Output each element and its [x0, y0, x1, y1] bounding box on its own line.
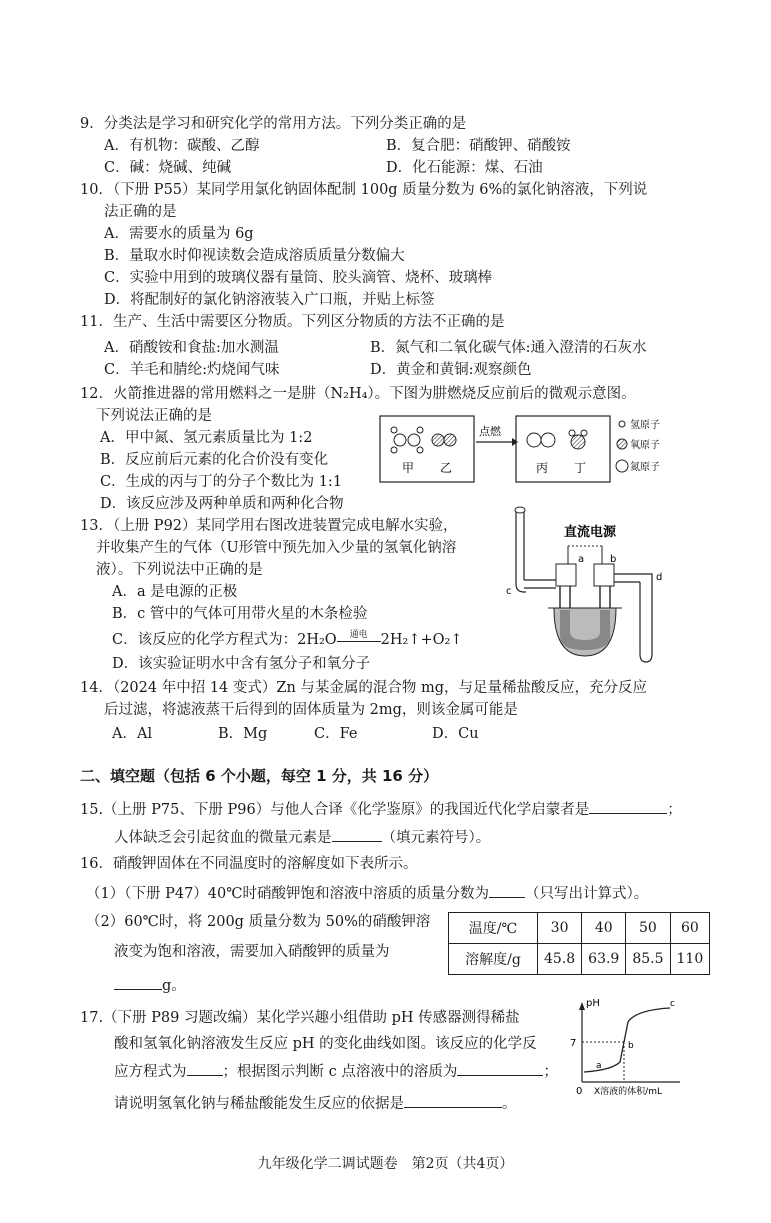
q13-option-c-products: 2H₂↑+O₂↑: [380, 632, 463, 648]
ph-curve-graph: [566, 994, 696, 1104]
q17-answer-blank-3[interactable]: [404, 1092, 502, 1108]
q15-line1: [80, 798, 682, 820]
q13-option-d: D．该实验证明水中含有氢分子和氧分子: [112, 656, 371, 672]
q9-option-d: D．化石能源：煤、石油: [386, 160, 543, 176]
q17-line4: [114, 1092, 517, 1114]
q12-stem-cont: 下列说法正确的是: [96, 408, 212, 424]
graph-point-c: c: [670, 999, 675, 1009]
legend-oxygen: 氧原子: [630, 440, 660, 451]
condition-line: [337, 641, 381, 642]
micro-reaction-diagram: [378, 410, 678, 490]
q10-stem-cont: 法正确的是: [104, 204, 177, 220]
q12-option-b: B．反应前后元素的化合价没有变化: [100, 452, 329, 468]
q16-answer-blank-1[interactable]: [489, 882, 525, 898]
q11-option-b: B．氮气和二氧化碳气体:通入澄清的石灰水: [370, 340, 647, 356]
arrow-condition: 点燃: [479, 425, 501, 438]
graph-point-a: a: [596, 1061, 602, 1071]
q11-option-c: C．羊毛和腈纶:灼烧闻气味: [104, 362, 280, 378]
electrode-b-label: b: [610, 554, 617, 565]
tube-d-label: d: [656, 572, 663, 583]
q13-option-b: B．c 管中的气体可用带火星的木条检验: [112, 606, 368, 622]
table-header-solubility: 溶解度/g: [449, 944, 538, 975]
q14-option-d: D．Cu: [432, 726, 479, 742]
legend-nitrogen: 氮原子: [630, 462, 660, 473]
q14-option-a: A．Al: [112, 726, 153, 742]
q10-option-c: C．实验中用到的玻璃仪器有量筒、胶头滴管、烧杯、玻璃棒: [104, 270, 493, 286]
q17-line4-text: 请说明氢氧化钠与稀盐酸能发生反应的依据是: [114, 1096, 404, 1112]
electrode-a-label: a: [578, 554, 585, 565]
table-cell: 85.5: [626, 944, 670, 975]
label-yi: 乙: [440, 461, 453, 475]
table-cell: 63.9: [582, 944, 626, 975]
q12-stem: 12．火箭推进器的常用燃料之一是肼（N₂H₄）。下图为肼燃烧反应前后的微观示意图。: [80, 386, 636, 402]
q12-option-c: C．生成的丙与丁的分子个数比为 1:1: [100, 474, 343, 490]
table-cell: 50: [626, 913, 670, 944]
graph-seven-label: 7: [570, 1038, 577, 1049]
q14-stem: 14．（2024 年中招 14 变式）Zn 与某金属的混合物 mg，与足量稀盐酸反应，充分反应: [80, 680, 648, 696]
q14-stem-cont: 后过滤，将滤液蒸干后得到的固体质量为 2mg，则该金属可能是: [104, 702, 518, 718]
q17-line3-text: 应方程式为: [114, 1064, 187, 1080]
q16-part1-text: （1）（下册 P47）40℃时硝酸钾饱和溶液中溶质的质量分数为: [86, 886, 489, 902]
q16-part1: [86, 882, 648, 904]
q17-answer-blank-2[interactable]: [457, 1060, 543, 1076]
table-cell: 30: [538, 913, 582, 944]
q16-part2-cont: 液变为饱和溶液，需要加入硝酸钾的质量为: [114, 944, 390, 960]
table-cell: 110: [670, 944, 710, 975]
q11-option-d: D．黄金和黄铜:观察颜色: [370, 362, 532, 378]
q12-option-d: D．该反应涉及两种单质和两种化合物: [100, 496, 344, 512]
q10-option-b: B．量取水时仰视读数会造成溶质质量分数偏大: [104, 248, 405, 264]
q16-part2: （2）60℃时，将 200g 质量分数为 50%的硝酸钾溶: [86, 914, 431, 930]
q17-line2: 酸和氢氧化钠溶液发生反应 pH 的变化曲线如图。该反应的化学反: [114, 1036, 537, 1052]
power-supply-label: 直流电源: [564, 525, 617, 540]
q14-option-b: B．Mg: [218, 726, 268, 742]
q16-stem: 16．硝酸钾固体在不同温度时的溶解度如下表所示。: [80, 856, 418, 872]
q13-stem: 13．（上册 P92）某同学用右图改进装置完成电解水实验，: [80, 518, 458, 534]
q9-option-b: B．复合肥：硝酸钾、硝酸铵: [386, 138, 571, 154]
graph-xlabel: X溶液的体积/mL: [594, 1087, 662, 1097]
q13-option-c: [112, 630, 463, 650]
q15-line1-text: 15.（上册 P75、下册 P96）与他人合译《化学鉴原》的我国近代化学启蒙者是: [80, 802, 590, 818]
graph-point-b: b: [628, 1041, 634, 1051]
q15-answer-blank-2[interactable]: [332, 826, 382, 842]
label-bing: 丙: [536, 461, 549, 475]
tube-c-label: c: [506, 586, 512, 597]
q15-answer-blank-1[interactable]: [589, 798, 667, 814]
legend-hydrogen: 氢原子: [630, 420, 660, 431]
q9-option-a: A．有机物：碳酸、乙醇: [104, 138, 260, 154]
q16-part1-end: （只写出计算式）。: [524, 886, 649, 902]
solubility-table: [448, 912, 710, 975]
q16-part2-unit: g。: [162, 978, 186, 994]
q15-line2-text: 人体缺乏会引起贫血的微量元素是: [114, 830, 332, 846]
graph-origin: 0: [576, 1086, 583, 1097]
q14-option-c: C．Fe: [314, 726, 358, 742]
q16-part2-answer: [114, 974, 186, 996]
electrolysis-apparatus: [498, 498, 688, 666]
q17-line3-mid: ；根据图示判断 c 点溶液中的溶质为: [222, 1064, 458, 1080]
q17-answer-blank-1[interactable]: [187, 1060, 223, 1076]
table-row-temperature: [449, 913, 710, 944]
q15-line2-end: （填元素符号）。: [381, 830, 491, 846]
q12-option-a: A．甲中氮、氢元素质量比为 1:2: [100, 430, 313, 446]
q17-line3-end: ；: [543, 1064, 558, 1080]
q17-line3: [114, 1060, 558, 1082]
table-cell: 60: [670, 913, 710, 944]
q11-option-a: A．硝酸铵和食盐:加水测温: [104, 340, 279, 356]
q15-line2: [114, 826, 490, 848]
table-cell: 45.8: [538, 944, 582, 975]
table-header-temperature: 温度/℃: [449, 913, 538, 944]
label-jia: 甲: [402, 461, 415, 475]
q17-line1: 17.（下册 P89 习题改编）某化学兴趣小组借助 pH 传感器测得稀盐: [80, 1010, 520, 1026]
q9-stem: 9．分类法是学习和研究化学的常用方法。下列分类正确的是: [80, 116, 467, 132]
condition-arrow: [337, 630, 381, 642]
table-cell: 40: [582, 913, 626, 944]
table-row-solubility: [449, 944, 710, 975]
condition-text: 通电: [349, 630, 368, 640]
q13-option-a: A．a 是电源的正极: [112, 584, 238, 600]
q10-stem: 10．（下册 P55）某同学用氯化钠固体配制 100g 质量分数为 6%的氯化钠溶液，下列说: [80, 182, 648, 198]
label-ding: 丁: [574, 461, 587, 475]
graph-ylabel: pH: [586, 998, 600, 1009]
q15-line1-end: ；: [667, 802, 682, 818]
page-footer: 九年级化学二调试题卷 第2页（共4页）: [257, 1156, 514, 1172]
q17-line4-end: 。: [502, 1096, 517, 1112]
q16-answer-blank-2[interactable]: [114, 974, 162, 990]
q13-stem-cont2: 液）。下列说法中正确的是: [96, 562, 263, 578]
q9-option-c: C．碱：烧碱、纯碱: [104, 160, 232, 176]
q13-stem-cont1: 并收集产生的气体（U形管中预先加入少量的氢氧化钠溶: [96, 540, 457, 556]
q13-option-c-text: C．该反应的化学方程式为：2H₂O: [112, 632, 337, 648]
q10-option-d: D．将配制好的氯化钠溶液装入广口瓶，并贴上标签: [104, 292, 435, 308]
q11-stem: 11．生产、生活中需要区分物质。下列区分物质的方法不正确的是: [80, 314, 505, 330]
q10-option-a: A．需要水的质量为 6g: [104, 226, 254, 242]
section-heading: 二、填空题（包括 6 个小题，每空 1 分，共 16 分）: [80, 767, 439, 785]
